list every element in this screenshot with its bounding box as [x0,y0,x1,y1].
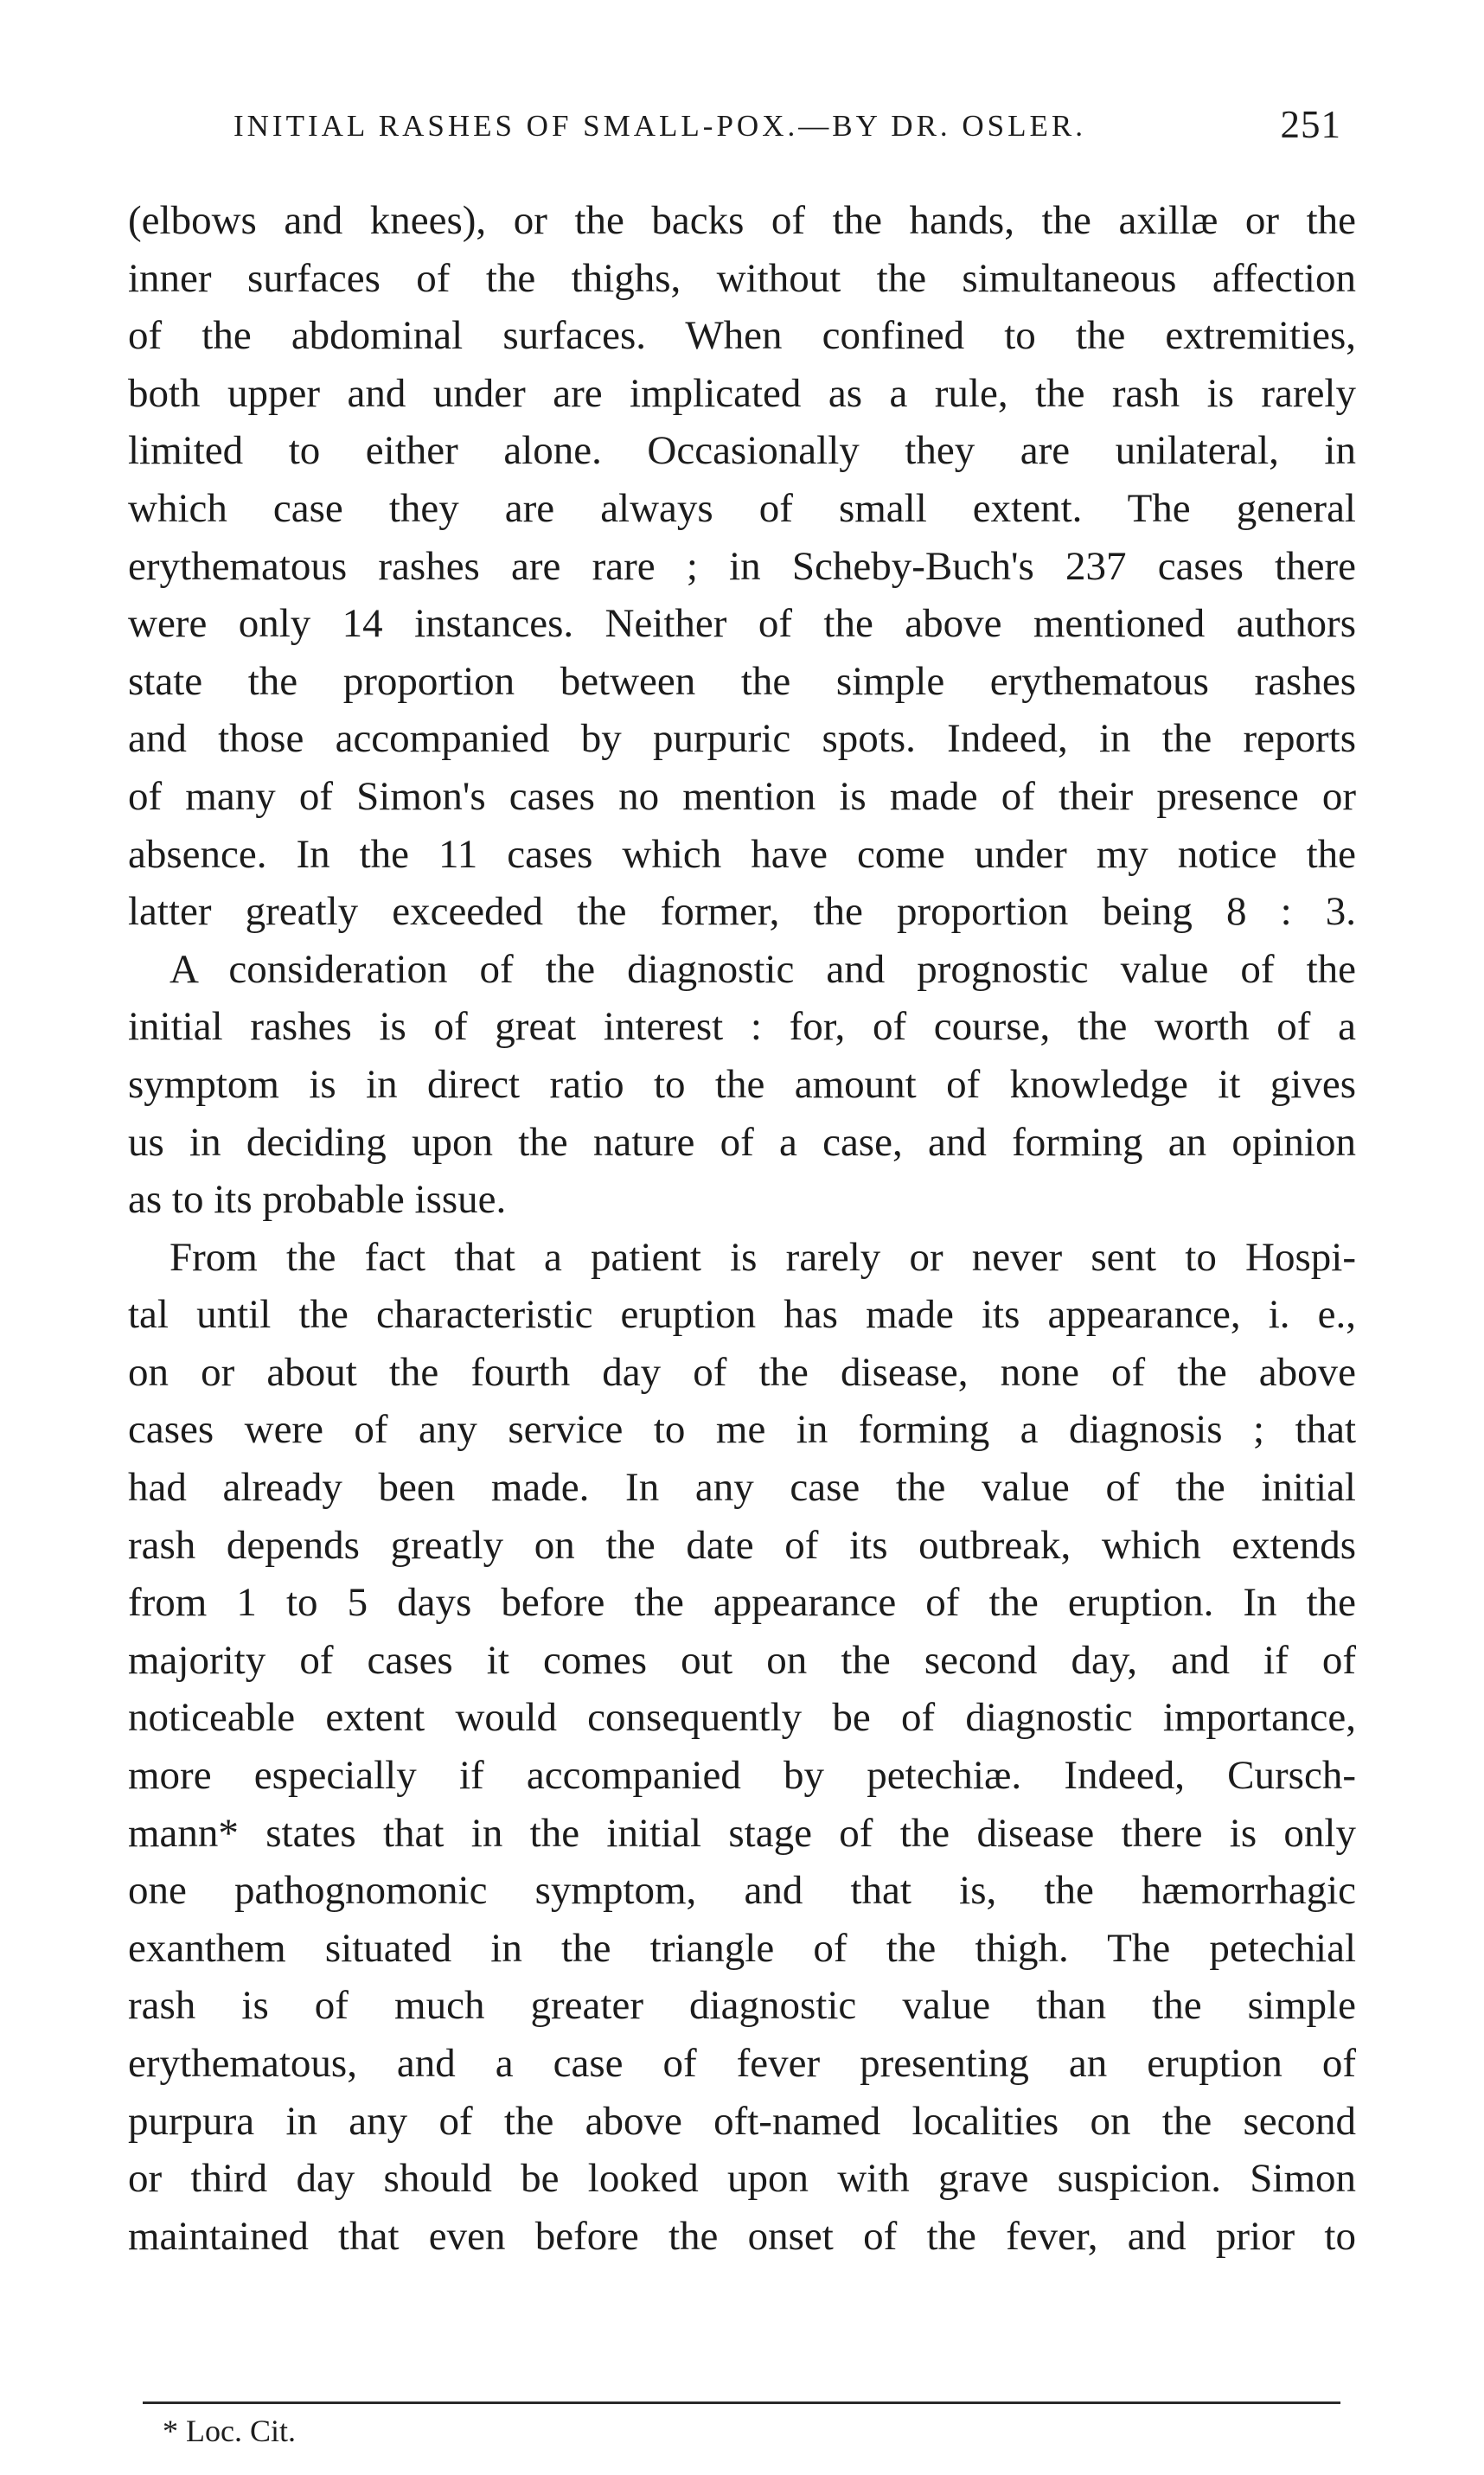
footnote-rule [143,2401,1340,2404]
text-line: us in deciding upon the nature of a case, and forming an opinion [128,1119,1356,1165]
text-line: were only 14 instances. Neither of the above mentioned authors [128,601,1356,647]
text-line: erythematous rashes are rare ; in Scheby-Buch's 237 cases there [128,543,1356,589]
text-line: tal until the characteristic eruption has made its appearance, i. e., [128,1292,1356,1338]
text-line: state the proportion between the simple erythematous rashes [128,658,1356,704]
text-line: and those accompanied by purpuric spots. Indeed, in the reports [128,716,1356,762]
text-line: or third day should be looked upon with grave suspicion. Simon [128,2156,1356,2202]
text-line: both upper and under are implicated as a rule, the rash is rarely [128,370,1356,416]
text-line: absence. In the 11 cases which have come under my notice the [128,831,1356,877]
running-title: INITIAL RASHES OF SMALL-POX.—BY DR. OSLER. [233,109,1087,143]
text-line: (elbows and knees), or the backs of the hands, the axillæ or the [128,198,1356,243]
text-line: rash depends greatly on the date of its outbreak, which extends [128,1522,1356,1568]
footnote: * Loc. Cit. [163,2414,296,2448]
text-line: exanthem situated in the triangle of the thigh. The petechial [128,1925,1356,1971]
text-line: From the fact that a patient is rarely or never sent to Hospi- [170,1234,1356,1280]
text-line: purpura in any of the above oft-named localities on the second [128,2098,1356,2144]
text-line: A consideration of the diagnostic and prognostic value of the [170,946,1356,992]
text-line: of the abdominal surfaces. When confined to the extremities, [128,313,1356,359]
text-line: which case they are always of small extent. The general [128,485,1356,531]
text-line: limited to either alone. Occasionally they are unilateral, in [128,428,1356,474]
text-line: mann* states that in the initial stage of the disease there is only [128,1810,1356,1856]
page-number: 251 [1280,103,1341,146]
text-line: majority of cases it comes out on the second day, and if of [128,1637,1356,1683]
text-line: cases were of any service to me in forming a diagnosis ; that [128,1407,1356,1453]
text-line: symptom is in direct ratio to the amount of knowledge it gives [128,1061,1356,1107]
text-line: from 1 to 5 days before the appearance of the eruption. In the [128,1580,1356,1626]
text-line: one pathognomonic symptom, and that is, the hæmorrhagic [128,1868,1356,1914]
body-text [128,192,1356,2265]
text-line: had already been made. In any case the value of the initial [128,1465,1356,1511]
text-line: noticeable extent would consequently be of diagnostic importance, [128,1695,1356,1741]
text-line: more especially if accompanied by petechiæ. Indeed, Cursch- [128,1753,1356,1799]
text-line: initial rashes is of great interest : for, of course, the worth of a [128,1004,1356,1050]
running-head [130,102,1341,154]
text-line: erythematous, and a case of fever presenting an eruption of [128,2041,1356,2086]
text-line: of many of Simon's cases no mention is made of their presence or [128,773,1356,819]
text-line: latter greatly exceeded the former, the proportion being 8 : 3. [128,889,1356,935]
text-line: as to its probable issue. [128,1177,507,1223]
text-line: rash is of much greater diagnostic value than the simple [128,1983,1356,2029]
text-line: inner surfaces of the thighs, without the simultaneous affection [128,255,1356,301]
text-line: maintained that even before the onset of the fever, and prior to [128,2213,1356,2259]
text-line: on or about the fourth day of the disease, none of the above [128,1349,1356,1395]
